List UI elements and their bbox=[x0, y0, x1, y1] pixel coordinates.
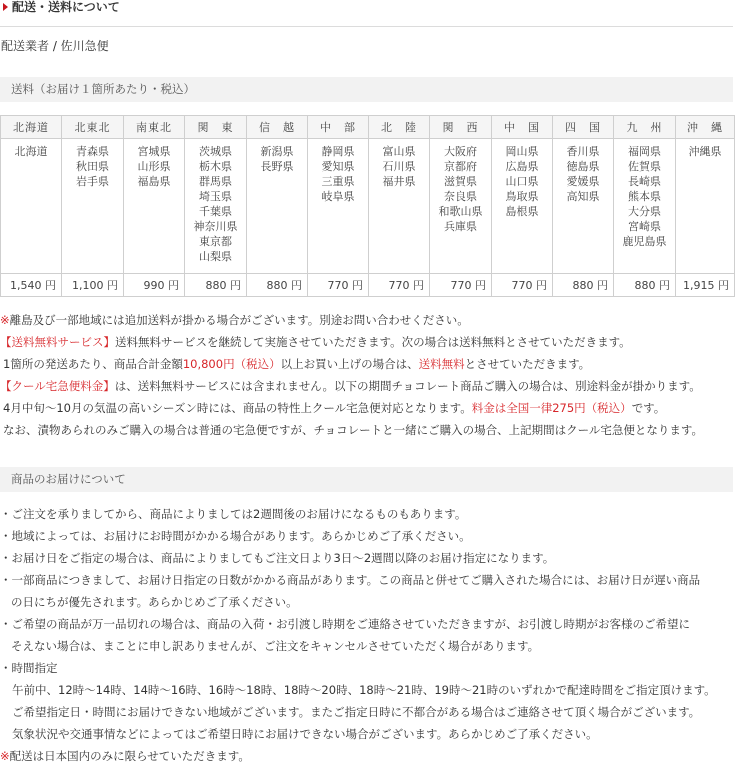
prefecture-name: 和歌山県 bbox=[438, 205, 483, 218]
prefecture-name: 秋田県 bbox=[76, 160, 109, 173]
prefecture-name: 熊本県 bbox=[628, 190, 661, 203]
prefecture-name: 埼玉県 bbox=[199, 190, 232, 203]
delivery-item: ・一部商品につきまして、お届け日指定の日数がかかる商品があります。この商品と併せてご購入された場合には、お届け日が遅い商品 bbox=[0, 573, 701, 587]
region-price: 770 円 bbox=[369, 274, 430, 297]
note-cool-period bbox=[0, 397, 735, 419]
prefecture-name: 徳島県 bbox=[566, 160, 600, 173]
prefecture-list bbox=[430, 139, 492, 274]
prefecture-name: 大分県 bbox=[628, 205, 661, 218]
prefecture-name: 愛知県 bbox=[321, 160, 355, 173]
triangle-marker-icon bbox=[3, 3, 8, 11]
delivery-section-header bbox=[0, 467, 733, 492]
prefecture-name: 山口県 bbox=[505, 175, 539, 188]
region-header: 中 国 bbox=[492, 116, 553, 139]
time-slots: 午前中、12時〜14時、14時〜16時、16時〜18時、18時〜20時、18時〜21時、19時〜21時のいずれかで配達時間をご指定頂けます。 bbox=[12, 683, 716, 697]
price-row bbox=[1, 274, 735, 297]
cool-fee-amount: 料金は全国一律275円（税込） bbox=[471, 401, 632, 415]
prefecture-list bbox=[124, 139, 185, 274]
note-cool-fee bbox=[0, 375, 735, 397]
prefecture-name: 宮城県 bbox=[137, 145, 171, 158]
delivery-section-title: 商品のお届けについて bbox=[11, 472, 126, 486]
prefecture-row bbox=[1, 139, 735, 274]
delivery-item: ・お届け日をご指定の場合は、商品によりましてもご注文日より3日〜2週間以降のお届け指定になります。 bbox=[0, 551, 555, 565]
prefecture-list bbox=[614, 139, 676, 274]
note-free-threshold bbox=[0, 353, 735, 375]
delivery-item: ・ご注文を承りましてから、商品によりましては2週間後のお届けになるものもあります。 bbox=[0, 507, 467, 521]
page-title: 配送・送料について bbox=[12, 0, 120, 14]
prefecture-name: 新潟県 bbox=[260, 145, 294, 158]
prefecture-name: 沖縄県 bbox=[688, 145, 722, 158]
prefecture-name: 愛媛県 bbox=[566, 175, 600, 188]
prefecture-name: 鹿児島県 bbox=[622, 235, 667, 248]
region-header: 信 越 bbox=[247, 116, 308, 139]
fee-notes bbox=[0, 309, 735, 441]
prefecture-name: 鳥取県 bbox=[505, 190, 539, 203]
region-price: 1,540 円 bbox=[1, 274, 62, 297]
delivery-item: ・ご希望の商品が万一品切れの場合は、商品の入荷・お引渡し時期をご連絡させていただきますが、お引渡し時期がお客様のご希望に bbox=[0, 617, 690, 631]
region-price: 880 円 bbox=[553, 274, 614, 297]
prefecture-name: 山梨県 bbox=[199, 250, 232, 263]
prefecture-name: 北海道 bbox=[14, 145, 48, 158]
region-header: 中 部 bbox=[308, 116, 369, 139]
prefecture-name: 茨城県 bbox=[199, 145, 232, 158]
prefecture-name: 奈良県 bbox=[444, 190, 477, 203]
prefecture-name: 静岡県 bbox=[321, 145, 355, 158]
prefecture-name: 長野県 bbox=[260, 160, 294, 173]
region-header: 沖 縄 bbox=[676, 116, 735, 139]
prefecture-name: 岡山県 bbox=[505, 145, 539, 158]
free-shipping-label: 送料無料 bbox=[418, 357, 465, 371]
note-text: 4月中旬〜10月の気温の高いシーズン時には、商品の特性上クール宅急便対応となります。 bbox=[3, 401, 472, 415]
prefecture-name: 千葉県 bbox=[199, 205, 232, 218]
region-header: 北東北 bbox=[62, 116, 124, 139]
threshold-amount: 10,800円（税込） bbox=[182, 357, 281, 371]
prefecture-name: 兵庫県 bbox=[444, 220, 477, 233]
region-header: 南東北 bbox=[124, 116, 185, 139]
prefecture-name: 岐阜県 bbox=[321, 190, 355, 203]
prefecture-name: 京都府 bbox=[444, 160, 477, 173]
prefecture-list bbox=[676, 139, 735, 274]
note-text: です。 bbox=[631, 401, 666, 415]
note-mark: ※ bbox=[0, 313, 10, 327]
region-header: 関 西 bbox=[430, 116, 492, 139]
prefecture-name: 大阪府 bbox=[444, 145, 477, 158]
note-pickles: なお、漬物あられのみご購入の場合は普通の宅急便ですが、チョコレートと一緒にご購入の場合、上記期間はクール宅急便となります。 bbox=[3, 423, 703, 437]
prefecture-name: 東京都 bbox=[199, 235, 232, 248]
prefecture-name: 福岡県 bbox=[628, 145, 661, 158]
prefecture-name: 神奈川県 bbox=[193, 220, 238, 233]
region-price: 990 円 bbox=[124, 274, 185, 297]
prefecture-name: 高知県 bbox=[566, 190, 600, 203]
prefecture-name: 宮崎県 bbox=[628, 220, 661, 233]
delivery-item: ・地域によっては、お届けにお時間がかかる場合があります。あらかじめご了承ください。 bbox=[0, 529, 471, 543]
cool-fee-tag: 【クール宅急便料金】 bbox=[0, 379, 115, 393]
time-note: ご希望指定日・時間にお届けできない地域がございます。またご指定日時に不都合がある場合はご連絡させて頂く場合がございます。 bbox=[12, 705, 701, 719]
region-price: 880 円 bbox=[247, 274, 308, 297]
domestic-only-note bbox=[0, 745, 735, 767]
region-price: 1,100 円 bbox=[62, 274, 124, 297]
free-shipping-tag: 【送料無料サービス】 bbox=[0, 335, 115, 349]
region-header: 関 東 bbox=[185, 116, 247, 139]
delivery-notes bbox=[0, 503, 735, 767]
prefecture-name: 広島県 bbox=[505, 160, 539, 173]
region-price: 770 円 bbox=[308, 274, 369, 297]
prefecture-name: 佐賀県 bbox=[628, 160, 661, 173]
prefecture-name: 富山県 bbox=[382, 145, 416, 158]
region-price: 880 円 bbox=[185, 274, 247, 297]
region-header: 九 州 bbox=[614, 116, 676, 139]
fee-section-header bbox=[0, 77, 733, 102]
prefecture-name: 山形県 bbox=[137, 160, 171, 173]
note-mark: ※ bbox=[0, 749, 10, 763]
prefecture-list bbox=[62, 139, 124, 274]
delivery-item-continued: の日にちが優先されます。あらかじめご了承ください。 bbox=[11, 595, 298, 609]
section-header bbox=[0, 0, 733, 27]
prefecture-list bbox=[185, 139, 247, 274]
prefecture-name: 三重県 bbox=[321, 175, 355, 188]
region-price: 770 円 bbox=[430, 274, 492, 297]
prefecture-list bbox=[369, 139, 430, 274]
prefecture-name: 長崎県 bbox=[628, 175, 661, 188]
region-price: 770 円 bbox=[492, 274, 553, 297]
prefecture-name: 滋賀県 bbox=[444, 175, 477, 188]
prefecture-list bbox=[1, 139, 62, 274]
note-text: 離島及び一部地域には追加送料が掛かる場合がございます。別途お問い合わせください。 bbox=[9, 313, 469, 327]
note-text: は、送料無料サービスには含まれません。以下の期間チョコレート商品ご購入の場合は、別途料金が掛かります。 bbox=[114, 379, 701, 393]
prefecture-list bbox=[247, 139, 308, 274]
delivery-item-time: ・時間指定 bbox=[0, 661, 58, 675]
region-header-row bbox=[1, 116, 735, 139]
prefecture-name: 青森県 bbox=[76, 145, 109, 158]
region-price: 880 円 bbox=[614, 274, 676, 297]
delivery-item-continued: そえない場合は、まことに申し訳ありませんが、ご注文をキャンセルさせていただく場合があります。 bbox=[11, 639, 540, 653]
prefecture-name: 岩手県 bbox=[76, 175, 109, 188]
prefecture-list bbox=[308, 139, 369, 274]
prefecture-name: 島根県 bbox=[505, 205, 539, 218]
region-price: 1,915 円 bbox=[676, 274, 735, 297]
prefecture-name: 福井県 bbox=[382, 175, 416, 188]
note-text: 1箇所の発送あたり、商品合計金額 bbox=[3, 357, 183, 371]
note-text: 以上お買い上げの場合は、 bbox=[280, 357, 419, 371]
carrier-label: 配送業者 / 佐川急便 bbox=[1, 39, 109, 53]
note-text: とさせていただきます。 bbox=[464, 357, 591, 371]
note-remote-islands bbox=[0, 309, 735, 331]
note-text: 送料無料サービスを継続して実施させていただきます。次の場合は送料無料とさせていただきます。 bbox=[115, 335, 631, 349]
prefecture-name: 石川県 bbox=[382, 160, 416, 173]
prefecture-list bbox=[553, 139, 614, 274]
region-header: 北 陸 bbox=[369, 116, 430, 139]
prefecture-name: 香川県 bbox=[566, 145, 600, 158]
time-note: 気象状況や交通事情などによってはご希望日時にお届けできない場合がございます。あらかじめご了承ください。 bbox=[12, 727, 598, 741]
region-header: 四 国 bbox=[553, 116, 614, 139]
prefecture-name: 福島県 bbox=[137, 175, 171, 188]
shipping-fee-table bbox=[0, 115, 735, 297]
prefecture-list bbox=[492, 139, 553, 274]
region-header: 北海道 bbox=[1, 116, 62, 139]
note-free-shipping bbox=[0, 331, 735, 353]
prefecture-name: 栃木県 bbox=[199, 160, 232, 173]
note-text: 配送は日本国内のみに限らせていただきます。 bbox=[9, 749, 250, 763]
prefecture-name: 群馬県 bbox=[199, 175, 232, 188]
fee-section-title: 送料（お届け１箇所あたり・税込） bbox=[11, 82, 195, 96]
